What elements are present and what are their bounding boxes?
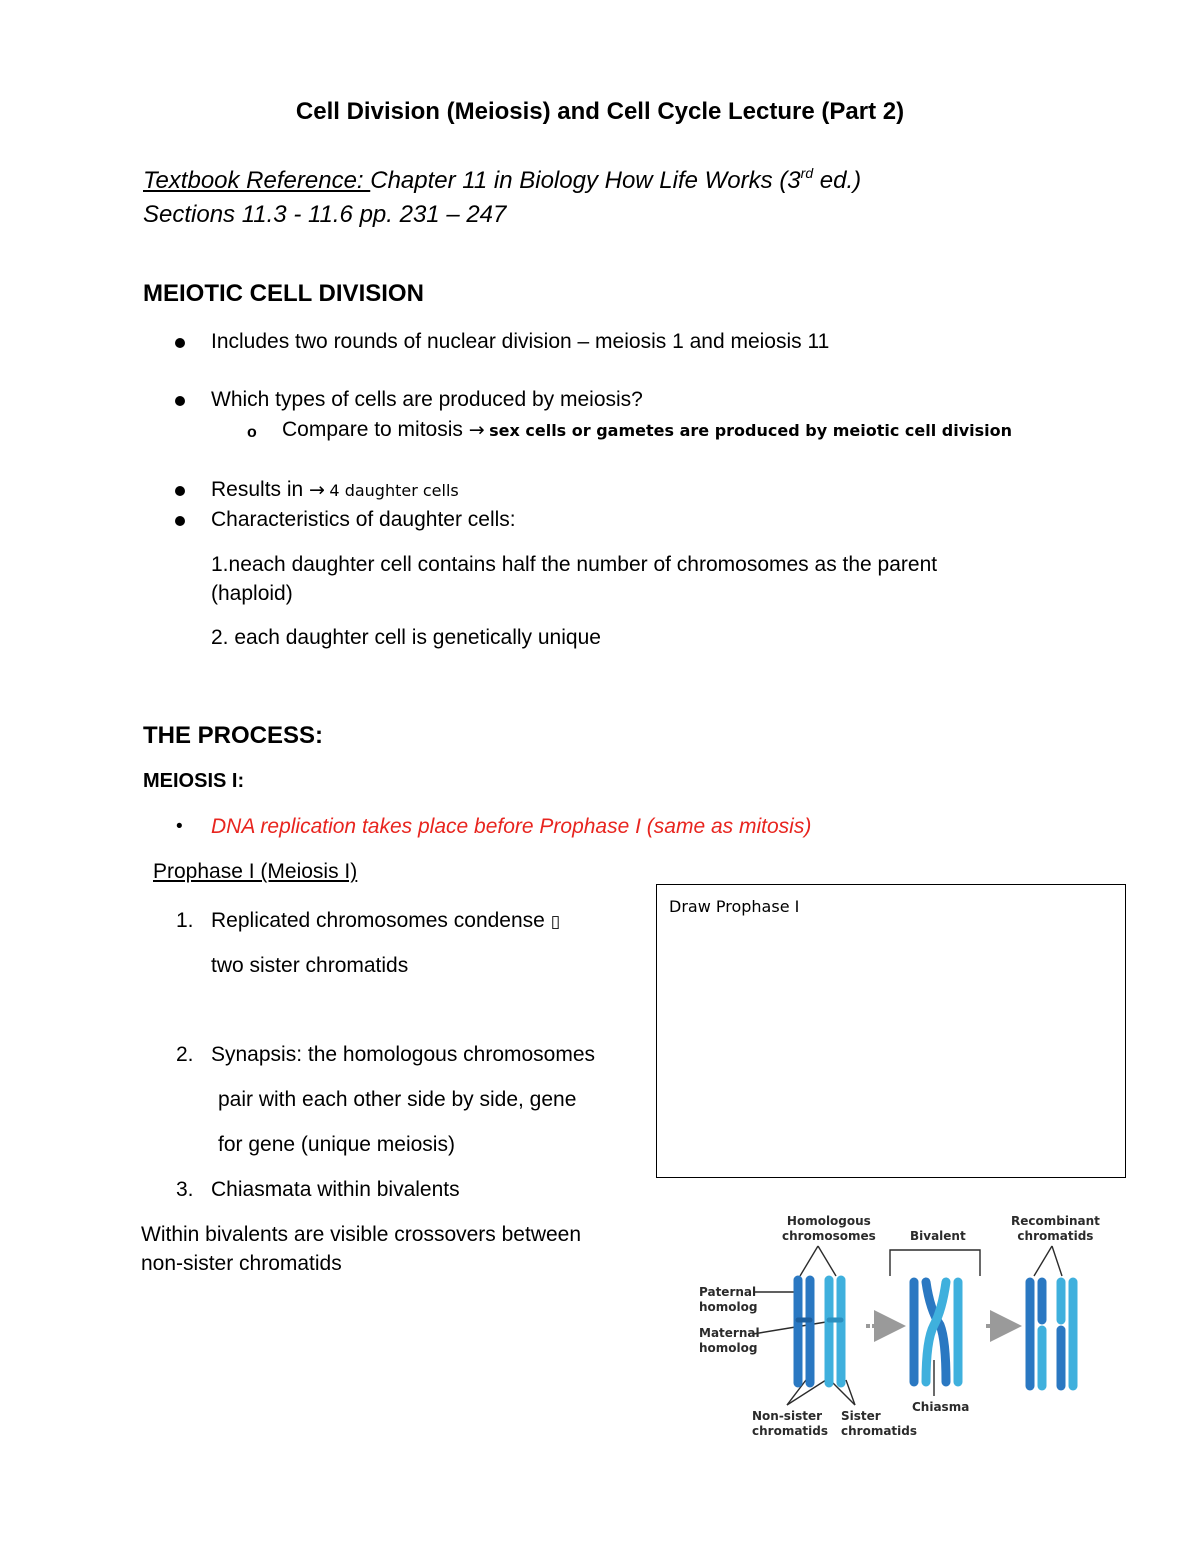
reference-sup: rd	[800, 165, 814, 181]
step-2-line-2: pair with each other side by side, gene	[218, 1088, 577, 1111]
step-1-line-2: two sister chromatids	[211, 954, 409, 977]
homologous-label-l2: chromosomes	[782, 1229, 876, 1243]
characteristic-1-line-2: (haploid)	[211, 582, 293, 605]
nonsister-label-l1: Non-sister	[752, 1409, 823, 1423]
step-1-number: 1.	[176, 909, 194, 932]
sub-bullet-answer: sex cells or gametes are produced by meiotic cell division	[489, 421, 1012, 440]
bivalent-label: Bivalent	[910, 1229, 966, 1243]
recombinant-label-l1: Recombinant	[1011, 1214, 1100, 1228]
nonsister-label-l2: chromatids	[752, 1424, 829, 1438]
reference-tail: ed.)	[813, 167, 862, 194]
meiotic-bullet-4: Characteristics of daughter cells:	[211, 508, 516, 531]
maternal-label-l1: Maternal	[699, 1326, 760, 1340]
arrow-icon: →	[309, 479, 325, 501]
crossover-note-line-1: Within bivalents are visible crossovers between	[141, 1223, 582, 1246]
characteristic-2: 2. each daughter cell is genetically unique	[211, 626, 601, 649]
step-2-number: 2.	[176, 1043, 194, 1066]
process-heading: THE PROCESS:	[143, 722, 324, 749]
results-answer: 4 daughter cells	[329, 481, 459, 500]
step-1-text: Replicated chromosomes condense	[211, 909, 551, 932]
characteristic-1-line-1: 1.neach daughter cell contains half the number of chromosomes as the parent	[211, 553, 938, 576]
document-title: Cell Division (Meiosis) and Cell Cycle Lecture (Part 2)	[295, 98, 905, 125]
paternal-chromosome	[798, 1280, 810, 1383]
reference-sections: Sections 11.3 - 11.6 pp. 231 – 247	[143, 201, 507, 228]
step-3-number: 3.	[176, 1178, 194, 1201]
step-2-line-1: Synapsis: the homologous chromosomes	[211, 1043, 596, 1066]
draw-prophase-label: Draw Prophase I	[669, 897, 800, 916]
bullet-dot: •	[176, 816, 183, 837]
maternal-chromosome	[829, 1280, 841, 1383]
missing-glyph-icon: ▯	[550, 912, 561, 932]
dna-replication-note: DNA replication takes place before Prophase I (same as mitosis)	[211, 815, 812, 838]
meiotic-bullet-2: Which types of cells are produced by meiosis?	[211, 388, 643, 411]
meiosis-1-heading: MEIOSIS I:	[143, 770, 245, 792]
prophase-title: Prophase I (Meiosis I)	[153, 860, 358, 883]
sister-label-l2: chromatids	[841, 1424, 918, 1438]
sub-bullet-text: Compare to mitosis	[282, 418, 469, 441]
paternal-label-l1: Paternal	[699, 1285, 757, 1299]
bivalent-chromosome	[914, 1282, 958, 1382]
sister-label-l1: Sister	[841, 1409, 881, 1423]
meiotic-bullet-1: Includes two rounds of nuclear division – meiosis 1 and meiosis 11	[211, 330, 830, 353]
step-3-text: Chiasmata within bivalents	[211, 1178, 460, 1201]
reference-label: Textbook Reference:	[143, 167, 371, 194]
recombinant-label-l2: chromatids	[1017, 1229, 1094, 1243]
reference-text: Chapter 11 in Biology How Life Works (3	[370, 167, 801, 194]
step-2-line-3: for gene (unique meiosis)	[218, 1133, 455, 1156]
recombinant-chromosome	[1030, 1282, 1073, 1386]
arrow-icon: →	[468, 419, 485, 441]
chiasma-label: Chiasma	[912, 1400, 970, 1414]
results-text: Results in	[211, 478, 310, 501]
sub-bullet-marker: o	[247, 424, 257, 441]
maternal-label-l2: homolog	[699, 1341, 758, 1355]
crossover-note-line-2: non-sister chromatids	[141, 1252, 342, 1275]
meiotic-heading: MEIOTIC CELL DIVISION	[143, 280, 424, 307]
paternal-label-l2: homolog	[699, 1300, 758, 1314]
homologous-label-l1: Homologous	[786, 1214, 871, 1228]
